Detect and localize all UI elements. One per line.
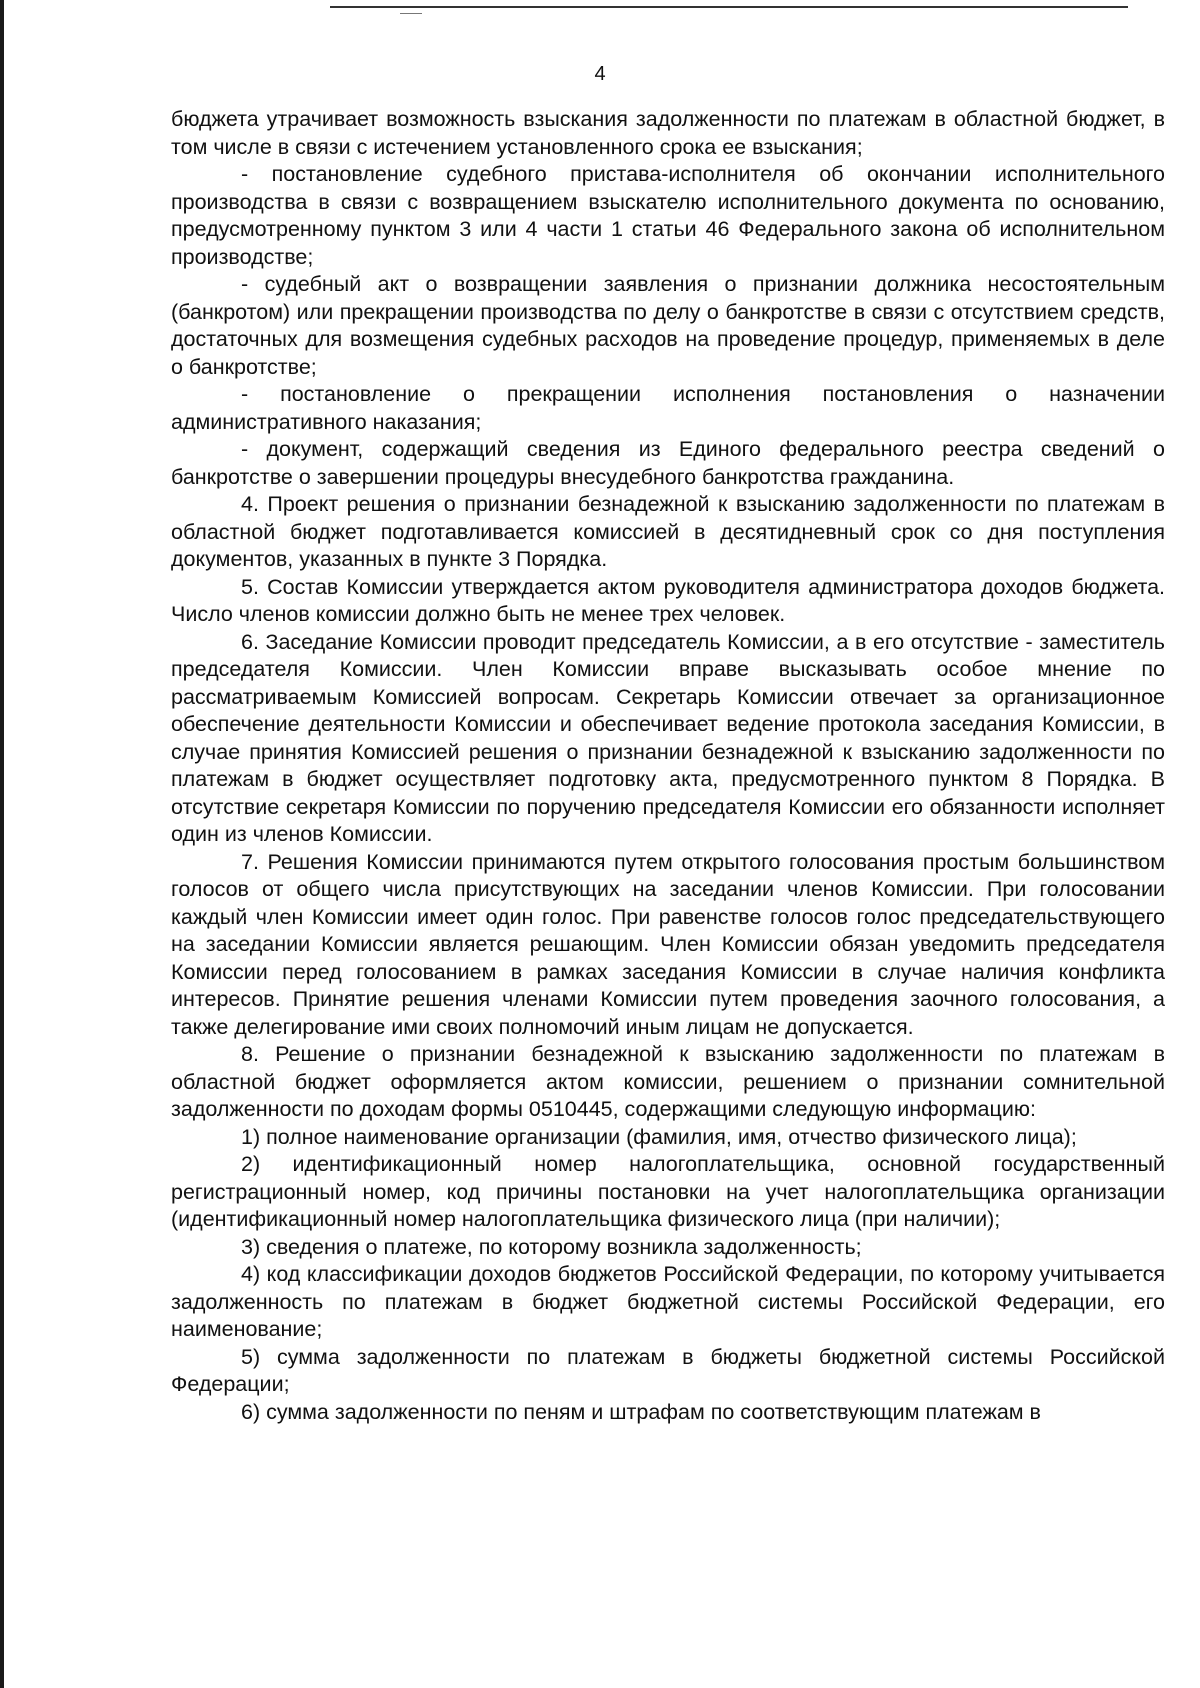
paragraph-bankruptcy-registry: - документ, содержащий сведения из Единого федерального реестра сведений о банкротстве о завершении процедуры внесудебного банкротства гражданина.	[171, 437, 1165, 489]
scan-line-top	[330, 6, 1128, 8]
scan-edge-left	[0, 0, 4, 1688]
subitem-6: 6) сумма задолженности по пеням и штрафам по соответствующим платежам в	[241, 1399, 1041, 1424]
subitem-2: 2) идентификационный номер налогоплательщика, основной государственный регистрационный номер, код причины постановки на учет налогоплательщика организации (идентификационный номер налогоплательщика физического лица (при наличии);	[171, 1152, 1165, 1231]
subitem-3: 3) сведения о платеже, по которому возникла задолженность;	[241, 1234, 862, 1259]
paragraph-item-7: 7. Решения Комиссии принимаются путем открытого голосования простым большинством голосов от общего числа присутствующих на заседании членов Комиссии. При голосовании каждый член Комиссии имеет один голос. При равенстве голосов голос председательствующего на заседании Комиссии является решающим. Член Комиссии обязан уведомить председателя Комиссии перед голосованием в рамках заседания Комиссии в случае наличия конфликта интересов. Принятие решения членами Комиссии путем проведения заочного голосования, а также делегирование ими своих полномочий иным лицам не допускается.	[171, 849, 1165, 1039]
paragraph-item-4: 4. Проект решения о признании безнадежной к взысканию задолженности по платежам в областной бюджет подготавливается комиссией в десятидневный срок со дня поступления документов, указанных в пункте 3 Порядка.	[171, 492, 1165, 571]
scan-mark	[400, 13, 422, 14]
document-body	[171, 106, 1165, 1426]
subitem-4: 4) код классификации доходов бюджетов Российской Федерации, по которому учитывается задолженность по платежам в бюджет бюджетной системы Российской Федерации, его наименование;	[171, 1262, 1165, 1341]
paragraph-item-5: 5. Состав Комиссии утверждается актом руководителя администратора доходов бюджета. Число членов комиссии должно быть не менее трех человек.	[171, 574, 1165, 626]
paragraph-bailiff-resolution: - постановление судебного пристава-исполнителя об окончании исполнительного производства в связи с возвращением взыскателю исполнительного документа по основанию, предусмотренному пунктом 3 или 4 части 1 статьи 46 Федерального закона об исполнительном производстве;	[171, 162, 1165, 269]
paragraph-continuation: бюджета утрачивает возможность взыскания задолженности по платежам в областной бюджет, в том числе в связи с истечением установленного срока ее взыскания;	[171, 107, 1165, 159]
paragraph-court-act: - судебный акт о возвращении заявления о признании должника несостоятельным (банкротом) или прекращении производства по делу о банкротстве в связи с отсутствием средств, достаточных для возмещения судебных расходов на проведение процедур, применяемых в деле о банкротстве;	[171, 272, 1165, 379]
paragraph-item-8: 8. Решение о признании безнадежной к взысканию задолженности по платежам в областной бюджет оформляется актом комиссии, решением о признании сомнительной задолженности по доходам формы 0510445, содержащими следующую информацию:	[171, 1042, 1165, 1121]
subitem-5: 5) сумма задолженности по платежам в бюджеты бюджетной системы Российской Федерации;	[171, 1344, 1165, 1396]
page-number: 4	[594, 63, 606, 85]
paragraph-termination-resolution: - постановление о прекращении исполнения постановления о назначении административного наказания;	[171, 382, 1165, 434]
paragraph-item-6: 6. Заседание Комиссии проводит председатель Комиссии, а в его отсутствие - заместитель председателя Комиссии. Член Комиссии вправе высказывать особое мнение по рассматриваемым Комиссией вопросам. Секретарь Комиссии отвечает за организационное обеспечение деятельности Комиссии и обеспечивает ведение протокола заседания Комиссии, в случае принятия Комиссией решения о признании безнадежной к взысканию задолженности по платежам в бюджет осуществляет подготовку акта, предусмотренного пунктом 8 Порядка. В отсутствие секретаря Комиссии по поручению председателя Комиссии его обязанности исполняет один из членов Комиссии.	[171, 629, 1165, 846]
subitem-1: 1) полное наименование организации (фамилия, имя, отчество физического лица);	[241, 1124, 1077, 1149]
